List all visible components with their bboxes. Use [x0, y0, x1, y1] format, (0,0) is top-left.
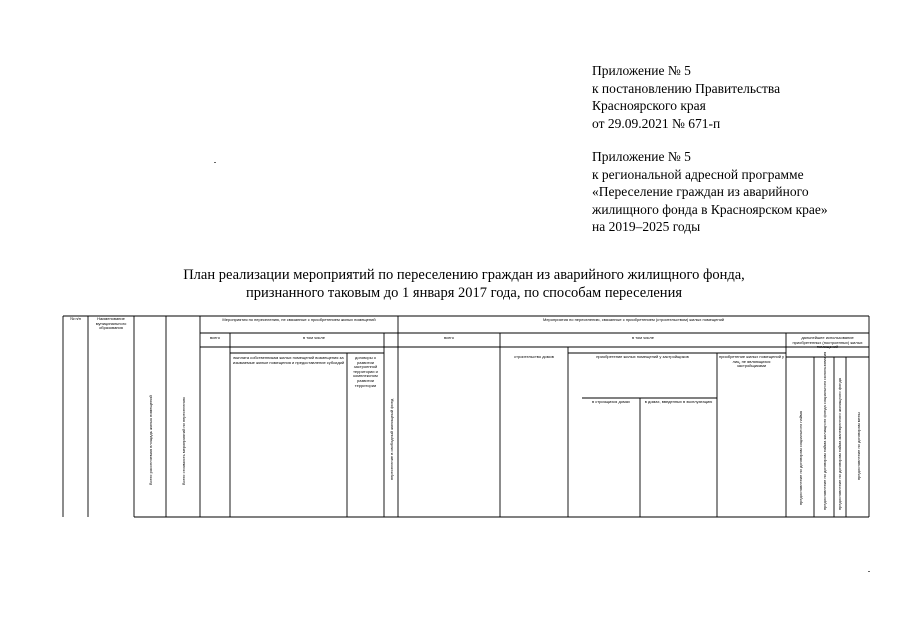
group-b-commissioned-header: в домах, введенных в эксплуатацию: [644, 400, 713, 404]
group-a-total-header: всего: [210, 336, 220, 340]
appendix-program-line: «Переселение граждан из аварийного: [592, 184, 809, 199]
distribution-maneuver-fund-header: предоставление по договорам найма маневренного жилищного фонда: [837, 377, 842, 510]
distribution-social-use-header: предоставление по договорам найма жилищного фонда социального использования: [822, 351, 827, 510]
group-b-total-header: всего: [444, 336, 454, 340]
distribution-exchange-header: предоставление по договорам мены: [856, 412, 861, 480]
title-line-2: признанного таковым до 1 января 2017 года, по способам переселения: [245, 284, 682, 301]
distribution-social-rent-header: предоставление по договорам социального найма: [798, 411, 803, 505]
appendix-decree-line: Красноярского края: [592, 98, 706, 113]
column-municipality-header: Наименование муниципального образования: [95, 317, 127, 331]
appendix-decree-line: от 29.09.2021 № 671-п: [592, 115, 721, 131]
appendix-program-line: жилищного фонда в Красноярском крае»: [592, 201, 828, 217]
group-a-header: Мероприятия по переселению, не связанные с приобретением жилых помещений: [222, 318, 376, 322]
group-b-including-header: в том числе: [632, 336, 654, 340]
group-a-free-fund-header: переселение в свободный жилищный фонд: [389, 398, 394, 480]
group-b-construction-header: строительство домов: [514, 355, 554, 359]
group-a-payout-header: выплата собственникам жилых помещений возмещения за изымаемые жилые помещения и предоставление субсидий: [232, 356, 345, 365]
appendix-program-line: на 2019–2025 годы: [592, 219, 701, 234]
title-line-1: План реализации мероприятий по переселению граждан из аварийного жилищного фонда,: [183, 267, 745, 283]
appendix-program-line: к региональной адресной программе: [592, 166, 804, 182]
group-b-other-sellers-header: приобретение жилых помещений у лиц, не являющихся застройщиками: [718, 355, 785, 369]
group-b-header: Мероприятия по переселению, связанные с приобретением (строительством) жилых помещений: [542, 318, 725, 322]
column-number-header: № п/п: [70, 317, 81, 321]
group-a-including-header: в том числе: [303, 336, 325, 340]
appendix-decree-line: Приложение № 5: [592, 63, 691, 78]
group-b-under-construction-header: в строящихся домах: [592, 400, 630, 404]
appendix-program-line: Приложение № 5: [592, 149, 691, 164]
appendix-decree-line: к постановлению Правительства: [592, 80, 781, 96]
group-b-distribution-header: дальнейшее использование приобретенных (построенных) жилых помещений: [792, 336, 863, 350]
group-b-purchase-header: приобретение жилых помещений у застройщиков: [596, 355, 689, 359]
column-total-cost-header: Всего стоимость мероприятий по переселению: [181, 397, 186, 485]
group-a-development-header: договоры о развитии застроенной территории и комплексном развитии территории: [353, 356, 378, 388]
column-total-area-header: Всего расселяемая площадь жилых помещений: [148, 395, 153, 485]
